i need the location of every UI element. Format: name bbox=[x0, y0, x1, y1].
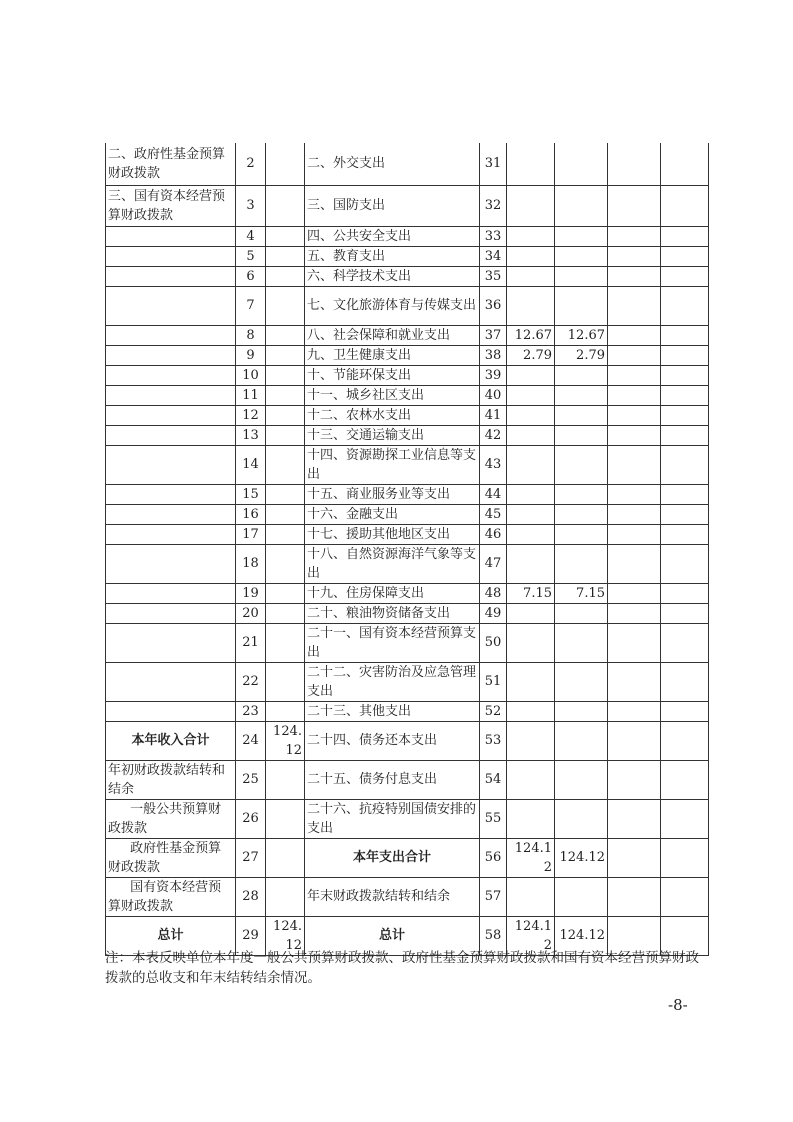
expense-general-budget: 124.12 bbox=[555, 916, 608, 955]
income-item bbox=[106, 325, 236, 345]
expense-line-no: 49 bbox=[480, 603, 507, 623]
expense-total bbox=[507, 721, 555, 760]
income-line-no: 11 bbox=[236, 385, 266, 405]
income-amount bbox=[266, 484, 305, 504]
income-line-no: 8 bbox=[236, 325, 266, 345]
expense-fund-budget bbox=[608, 345, 661, 365]
expense-item: 本年支出合计 bbox=[305, 838, 480, 877]
table-row bbox=[106, 425, 709, 445]
expense-fund-budget bbox=[608, 603, 661, 623]
income-amount bbox=[266, 623, 305, 662]
expense-general-budget: 7.15 bbox=[555, 583, 608, 603]
expense-line-no: 32 bbox=[480, 185, 507, 226]
expense-fund-budget bbox=[608, 365, 661, 385]
expense-general-budget bbox=[555, 721, 608, 760]
expense-general-budget bbox=[555, 760, 608, 799]
expense-state-capital-budget bbox=[661, 226, 709, 246]
expense-line-no: 43 bbox=[480, 445, 507, 484]
table-row bbox=[106, 877, 709, 916]
expense-general-budget bbox=[555, 484, 608, 504]
expense-fund-budget bbox=[608, 405, 661, 425]
expense-item: 二、外交支出 bbox=[305, 143, 480, 185]
expense-item: 年末财政拨款结转和结余 bbox=[305, 877, 480, 916]
income-amount bbox=[266, 266, 305, 286]
income-amount bbox=[266, 385, 305, 405]
expense-fund-budget bbox=[608, 760, 661, 799]
income-item: 年初财政拨款结转和结余 bbox=[106, 760, 236, 799]
income-amount bbox=[266, 544, 305, 583]
expense-total bbox=[507, 524, 555, 544]
expense-item: 十三、交通运输支出 bbox=[305, 425, 480, 445]
table-row bbox=[106, 623, 709, 662]
expense-line-no: 35 bbox=[480, 266, 507, 286]
expense-item: 二十、粮油物资储备支出 bbox=[305, 603, 480, 623]
expense-item: 四、公共安全支出 bbox=[305, 226, 480, 246]
expense-total bbox=[507, 143, 555, 185]
expense-line-no: 54 bbox=[480, 760, 507, 799]
expense-line-no: 53 bbox=[480, 721, 507, 760]
table-row bbox=[106, 246, 709, 266]
income-amount bbox=[266, 603, 305, 623]
table-row bbox=[106, 583, 709, 603]
expense-state-capital-budget bbox=[661, 760, 709, 799]
income-line-no: 12 bbox=[236, 405, 266, 425]
expense-general-budget bbox=[555, 544, 608, 583]
expense-total bbox=[507, 760, 555, 799]
expense-fund-budget bbox=[608, 484, 661, 504]
expense-state-capital-budget bbox=[661, 877, 709, 916]
income-amount bbox=[266, 583, 305, 603]
income-item bbox=[106, 504, 236, 524]
income-line-no: 9 bbox=[236, 345, 266, 365]
expense-total bbox=[507, 445, 555, 484]
expense-general-budget bbox=[555, 701, 608, 721]
expense-fund-budget bbox=[608, 445, 661, 484]
expense-line-no: 38 bbox=[480, 345, 507, 365]
expense-total bbox=[507, 286, 555, 325]
expense-line-no: 46 bbox=[480, 524, 507, 544]
income-line-no: 15 bbox=[236, 484, 266, 504]
expense-state-capital-budget bbox=[661, 721, 709, 760]
income-line-no: 3 bbox=[236, 185, 266, 226]
expense-total bbox=[507, 603, 555, 623]
expense-general-budget bbox=[555, 623, 608, 662]
income-line-no: 10 bbox=[236, 365, 266, 385]
expense-fund-budget bbox=[608, 583, 661, 603]
expense-general-budget bbox=[555, 365, 608, 385]
income-line-no: 18 bbox=[236, 544, 266, 583]
income-item bbox=[106, 583, 236, 603]
expense-general-budget: 124.12 bbox=[555, 838, 608, 877]
expense-state-capital-budget bbox=[661, 445, 709, 484]
expense-state-capital-budget bbox=[661, 286, 709, 325]
expense-fund-budget bbox=[608, 325, 661, 345]
income-item bbox=[106, 425, 236, 445]
expense-fund-budget bbox=[608, 544, 661, 583]
expense-line-no: 52 bbox=[480, 701, 507, 721]
income-item bbox=[106, 623, 236, 662]
table-row bbox=[106, 345, 709, 365]
income-amount bbox=[266, 799, 305, 838]
income-item bbox=[106, 484, 236, 504]
expense-state-capital-budget bbox=[661, 246, 709, 266]
expense-total: 7.15 bbox=[507, 583, 555, 603]
expense-state-capital-budget bbox=[661, 143, 709, 185]
income-item bbox=[106, 345, 236, 365]
expense-total bbox=[507, 877, 555, 916]
expense-total bbox=[507, 799, 555, 838]
expense-fund-budget bbox=[608, 425, 661, 445]
expense-state-capital-budget bbox=[661, 325, 709, 345]
income-item: 一般公共预算财政拨款 bbox=[106, 799, 236, 838]
table-row bbox=[106, 185, 709, 226]
income-amount bbox=[266, 365, 305, 385]
expense-general-budget bbox=[555, 425, 608, 445]
expense-total bbox=[507, 365, 555, 385]
income-item bbox=[106, 226, 236, 246]
expense-total bbox=[507, 662, 555, 701]
income-line-no: 25 bbox=[236, 760, 266, 799]
income-item bbox=[106, 662, 236, 701]
expense-item: 十五、商业服务业等支出 bbox=[305, 484, 480, 504]
expense-state-capital-budget bbox=[661, 623, 709, 662]
expense-total: 12.67 bbox=[507, 325, 555, 345]
expense-item: 二十四、债务还本支出 bbox=[305, 721, 480, 760]
fiscal-appropriation-table bbox=[105, 143, 709, 956]
expense-item: 十六、金融支出 bbox=[305, 504, 480, 524]
income-line-no: 4 bbox=[236, 226, 266, 246]
expense-item: 十二、农林水支出 bbox=[305, 405, 480, 425]
expense-total bbox=[507, 544, 555, 583]
expense-item: 二十一、国有资本经营预算支出 bbox=[305, 623, 480, 662]
income-item bbox=[106, 266, 236, 286]
income-item bbox=[106, 603, 236, 623]
income-item bbox=[106, 385, 236, 405]
expense-item: 七、文化旅游体育与传媒支出 bbox=[305, 286, 480, 325]
table-row bbox=[106, 325, 709, 345]
expense-fund-budget bbox=[608, 385, 661, 405]
expense-item: 总计 bbox=[305, 916, 480, 955]
expense-general-budget bbox=[555, 524, 608, 544]
income-item bbox=[106, 544, 236, 583]
expense-state-capital-budget bbox=[661, 345, 709, 365]
expense-state-capital-budget bbox=[661, 425, 709, 445]
table-row bbox=[106, 838, 709, 877]
expense-state-capital-budget bbox=[661, 544, 709, 583]
expense-line-no: 57 bbox=[480, 877, 507, 916]
expense-line-no: 47 bbox=[480, 544, 507, 583]
expense-total bbox=[507, 623, 555, 662]
income-item: 政府性基金预算财政拨款 bbox=[106, 838, 236, 877]
income-line-no: 26 bbox=[236, 799, 266, 838]
expense-line-no: 31 bbox=[480, 143, 507, 185]
income-amount bbox=[266, 838, 305, 877]
expense-fund-budget bbox=[608, 185, 661, 226]
expense-fund-budget bbox=[608, 721, 661, 760]
income-amount bbox=[266, 345, 305, 365]
table-row bbox=[106, 143, 709, 185]
expense-line-no: 40 bbox=[480, 385, 507, 405]
expense-total: 124.12 bbox=[507, 838, 555, 877]
expense-fund-budget bbox=[608, 799, 661, 838]
expense-line-no: 56 bbox=[480, 838, 507, 877]
expense-item: 二十三、其他支出 bbox=[305, 701, 480, 721]
table-note: 注：本表反映单位本年度一般公共预算财政拨款、政府性基金预算财政拨款和国有资本经营预算财政拨款的总收支和年末结转结余情况。 bbox=[105, 950, 699, 986]
expense-line-no: 34 bbox=[480, 246, 507, 266]
expense-total bbox=[507, 266, 555, 286]
expense-total bbox=[507, 425, 555, 445]
expense-fund-budget bbox=[608, 662, 661, 701]
table-row bbox=[106, 544, 709, 583]
expense-general-budget bbox=[555, 226, 608, 246]
income-line-no: 20 bbox=[236, 603, 266, 623]
expense-general-budget bbox=[555, 877, 608, 916]
expense-item: 三、国防支出 bbox=[305, 185, 480, 226]
expense-item: 十七、援助其他地区支出 bbox=[305, 524, 480, 544]
income-amount bbox=[266, 405, 305, 425]
expense-state-capital-budget bbox=[661, 365, 709, 385]
expense-total bbox=[507, 385, 555, 405]
income-line-no: 24 bbox=[236, 721, 266, 760]
table-row bbox=[106, 226, 709, 246]
income-amount: 124.12 bbox=[266, 721, 305, 760]
expense-state-capital-budget bbox=[661, 701, 709, 721]
expense-fund-budget bbox=[608, 524, 661, 544]
income-amount bbox=[266, 325, 305, 345]
expense-general-budget bbox=[555, 185, 608, 226]
expense-line-no: 33 bbox=[480, 226, 507, 246]
income-line-no: 2 bbox=[236, 143, 266, 185]
expense-line-no: 45 bbox=[480, 504, 507, 524]
income-amount bbox=[266, 760, 305, 799]
income-amount bbox=[266, 185, 305, 226]
expense-fund-budget bbox=[608, 246, 661, 266]
expense-state-capital-budget bbox=[661, 838, 709, 877]
expense-state-capital-budget bbox=[661, 583, 709, 603]
income-item: 三、国有资本经营预算财政拨款 bbox=[106, 185, 236, 226]
income-amount bbox=[266, 143, 305, 185]
table-row bbox=[106, 504, 709, 524]
income-line-no: 27 bbox=[236, 838, 266, 877]
income-line-no: 16 bbox=[236, 504, 266, 524]
table-row bbox=[106, 385, 709, 405]
expense-fund-budget bbox=[608, 143, 661, 185]
expense-fund-budget bbox=[608, 286, 661, 325]
expense-line-no: 39 bbox=[480, 365, 507, 385]
expense-line-no: 58 bbox=[480, 916, 507, 955]
expense-line-no: 44 bbox=[480, 484, 507, 504]
income-item bbox=[106, 405, 236, 425]
expense-fund-budget bbox=[608, 877, 661, 916]
income-item: 国有资本经营预算财政拨款 bbox=[106, 877, 236, 916]
income-item: 本年收入合计 bbox=[106, 721, 236, 760]
expense-general-budget bbox=[555, 405, 608, 425]
expense-general-budget: 2.79 bbox=[555, 345, 608, 365]
expense-line-no: 50 bbox=[480, 623, 507, 662]
expense-item: 十、节能环保支出 bbox=[305, 365, 480, 385]
income-amount bbox=[266, 662, 305, 701]
expense-state-capital-budget bbox=[661, 799, 709, 838]
expense-general-budget: 12.67 bbox=[555, 325, 608, 345]
income-item bbox=[106, 524, 236, 544]
income-item bbox=[106, 445, 236, 484]
expense-general-budget bbox=[555, 286, 608, 325]
expense-state-capital-budget bbox=[661, 266, 709, 286]
table-row bbox=[106, 662, 709, 701]
income-item bbox=[106, 286, 236, 325]
expense-item: 十四、资源勘探工业信息等支出 bbox=[305, 445, 480, 484]
expense-line-no: 48 bbox=[480, 583, 507, 603]
expense-state-capital-budget bbox=[661, 504, 709, 524]
income-line-no: 22 bbox=[236, 662, 266, 701]
expense-total bbox=[507, 246, 555, 266]
income-line-no: 14 bbox=[236, 445, 266, 484]
income-line-no: 29 bbox=[236, 916, 266, 955]
expense-item: 二十五、债务付息支出 bbox=[305, 760, 480, 799]
expense-item: 二十二、灾害防治及应急管理支出 bbox=[305, 662, 480, 701]
income-item bbox=[106, 365, 236, 385]
expense-state-capital-budget bbox=[661, 603, 709, 623]
income-line-no: 17 bbox=[236, 524, 266, 544]
table-row bbox=[106, 484, 709, 504]
table-row bbox=[106, 266, 709, 286]
income-line-no: 23 bbox=[236, 701, 266, 721]
income-amount bbox=[266, 701, 305, 721]
expense-total bbox=[507, 484, 555, 504]
page-number: -8- bbox=[668, 996, 688, 1014]
expense-general-budget bbox=[555, 445, 608, 484]
income-item: 总计 bbox=[106, 916, 236, 955]
table-row bbox=[106, 286, 709, 325]
table-row bbox=[106, 799, 709, 838]
expense-line-no: 51 bbox=[480, 662, 507, 701]
expense-state-capital-budget bbox=[661, 524, 709, 544]
table-row bbox=[106, 760, 709, 799]
table-row bbox=[106, 405, 709, 425]
expense-general-budget bbox=[555, 504, 608, 524]
income-line-no: 7 bbox=[236, 286, 266, 325]
expense-fund-budget bbox=[608, 623, 661, 662]
expense-state-capital-budget bbox=[661, 662, 709, 701]
income-amount bbox=[266, 425, 305, 445]
expense-total bbox=[507, 405, 555, 425]
table-row bbox=[106, 365, 709, 385]
expense-general-budget bbox=[555, 603, 608, 623]
expense-general-budget bbox=[555, 143, 608, 185]
expense-line-no: 36 bbox=[480, 286, 507, 325]
expense-item: 十九、住房保障支出 bbox=[305, 583, 480, 603]
expense-total: 124.12 bbox=[507, 916, 555, 955]
income-line-no: 28 bbox=[236, 877, 266, 916]
expense-item: 五、教育支出 bbox=[305, 246, 480, 266]
expense-line-no: 37 bbox=[480, 325, 507, 345]
income-item: 二、政府性基金预算财政拨款 bbox=[106, 143, 236, 185]
income-amount bbox=[266, 286, 305, 325]
income-line-no: 21 bbox=[236, 623, 266, 662]
income-item bbox=[106, 701, 236, 721]
income-amount bbox=[266, 524, 305, 544]
expense-general-budget bbox=[555, 246, 608, 266]
expense-state-capital-budget bbox=[661, 405, 709, 425]
expense-general-budget bbox=[555, 662, 608, 701]
expense-line-no: 41 bbox=[480, 405, 507, 425]
expense-total bbox=[507, 185, 555, 226]
expense-line-no: 55 bbox=[480, 799, 507, 838]
expense-state-capital-budget bbox=[661, 484, 709, 504]
income-amount bbox=[266, 226, 305, 246]
expense-total bbox=[507, 701, 555, 721]
income-amount bbox=[266, 246, 305, 266]
expense-item: 十八、自然资源海洋气象等支出 bbox=[305, 544, 480, 583]
expense-total bbox=[507, 504, 555, 524]
income-amount: 124.12 bbox=[266, 916, 305, 955]
expense-general-budget bbox=[555, 266, 608, 286]
expense-fund-budget bbox=[608, 504, 661, 524]
table-row bbox=[106, 603, 709, 623]
table-row bbox=[106, 721, 709, 760]
expense-general-budget bbox=[555, 385, 608, 405]
expense-item: 二十六、抗疫特别国债安排的支出 bbox=[305, 799, 480, 838]
expense-item: 八、社会保障和就业支出 bbox=[305, 325, 480, 345]
expense-general-budget bbox=[555, 799, 608, 838]
income-line-no: 6 bbox=[236, 266, 266, 286]
expense-line-no: 42 bbox=[480, 425, 507, 445]
income-line-no: 13 bbox=[236, 425, 266, 445]
expense-fund-budget bbox=[608, 266, 661, 286]
expense-fund-budget bbox=[608, 226, 661, 246]
expense-item: 六、科学技术支出 bbox=[305, 266, 480, 286]
expense-item: 九、卫生健康支出 bbox=[305, 345, 480, 365]
expense-fund-budget bbox=[608, 838, 661, 877]
income-amount bbox=[266, 877, 305, 916]
table-row bbox=[106, 524, 709, 544]
income-line-no: 5 bbox=[236, 246, 266, 266]
expense-total: 2.79 bbox=[507, 345, 555, 365]
income-item bbox=[106, 246, 236, 266]
income-line-no: 19 bbox=[236, 583, 266, 603]
table-row bbox=[106, 701, 709, 721]
table-row bbox=[106, 445, 709, 484]
expense-state-capital-budget bbox=[661, 385, 709, 405]
expense-state-capital-budget bbox=[661, 185, 709, 226]
expense-item: 十一、城乡社区支出 bbox=[305, 385, 480, 405]
income-amount bbox=[266, 445, 305, 484]
expense-fund-budget bbox=[608, 701, 661, 721]
expense-total bbox=[507, 226, 555, 246]
income-amount bbox=[266, 504, 305, 524]
